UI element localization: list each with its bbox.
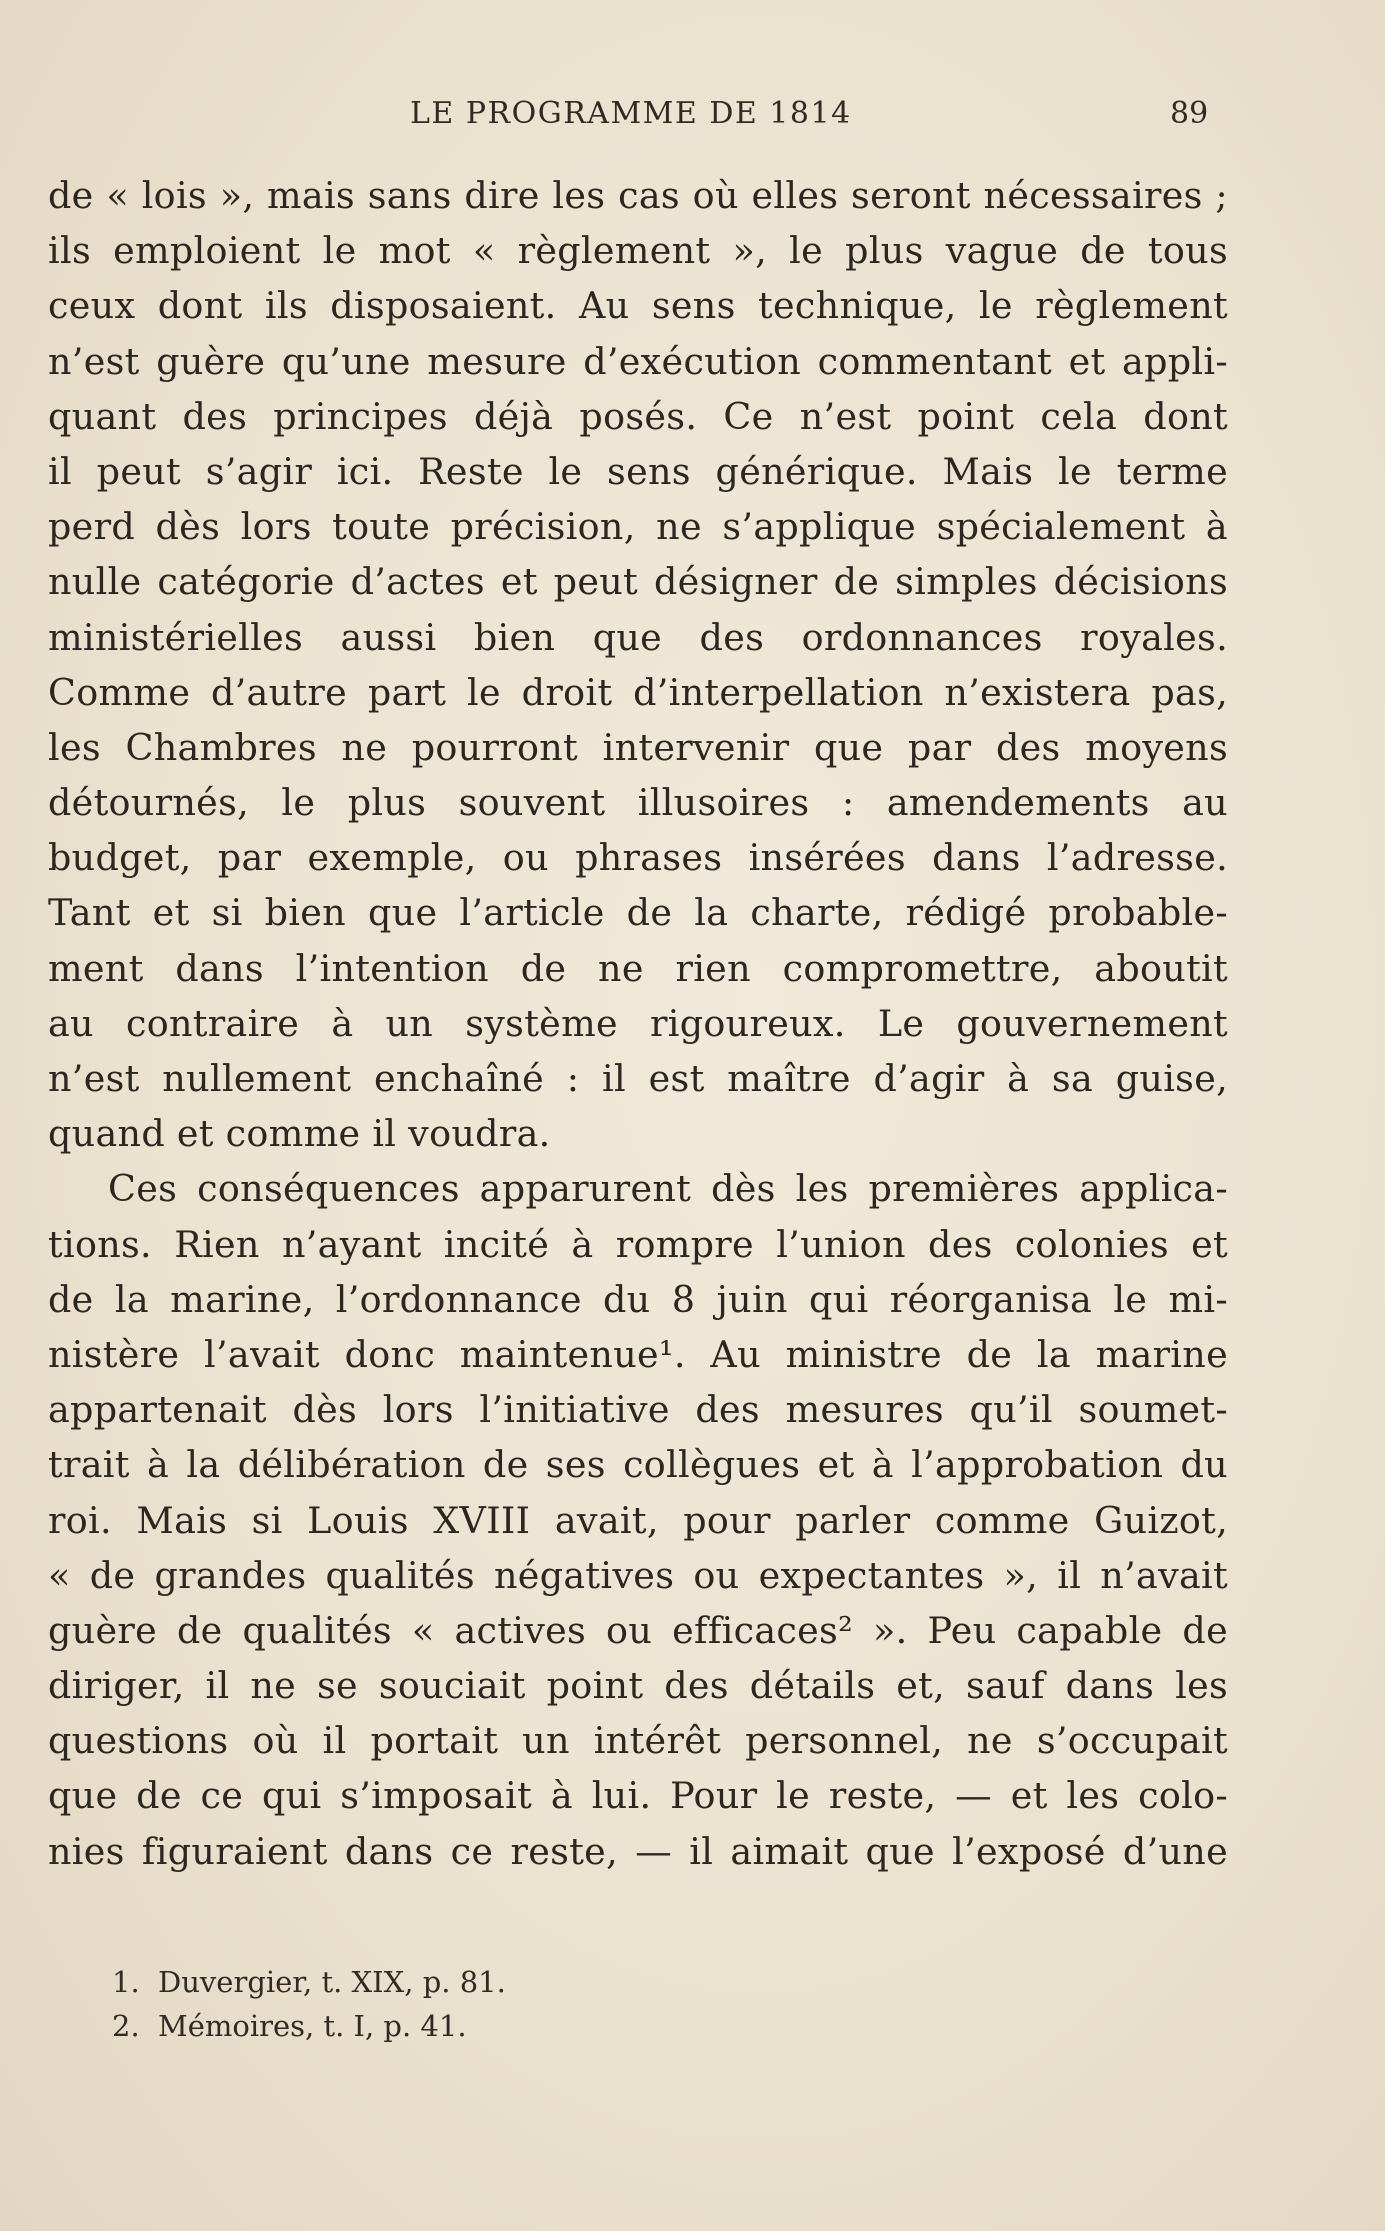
footnote [112,1960,812,2004]
text-line: ment dans l’intention de ne rien compromettre, aboutit [48,946,1228,990]
text-line: budget, par exemple, ou phrases insérées dans l’adresse. [48,836,1228,880]
text-line: Comme d’autre part le droit d’interpellation n’existera pas, [48,670,1228,714]
footnote-text: Mémoires, t. I, p. 41. [158,2009,467,2043]
text-line: ministérielles aussi bien que des ordonnances royales. [48,615,1228,659]
page-number: 89 [1170,96,1209,131]
text-line: quand et comme il voudra. [48,1112,551,1156]
text-line: n’est guère qu’une mesure d’exécution commentant et appli- [48,339,1228,383]
page-header [0,96,1385,140]
text-line: roi. Mais si Louis XVIII avait, pour parler comme Guizot, [48,1498,1228,1542]
text-line: questions où il portait un intérêt personnel, ne s’occupait [48,1719,1228,1763]
footnote [112,2004,812,2048]
text-line: diriger, il ne se souciait point des détails et, sauf dans les [48,1664,1228,1708]
running-title: LE PROGRAMME DE 1814 [410,96,852,131]
footnote-text: Duvergier, t. XIX, p. 81. [158,1965,506,1999]
footnote-number: 1. [112,1965,140,1999]
text-line: tions. Rien n’ayant incité à rompre l’union des colonies et [48,1222,1228,1266]
text-line: les Chambres ne pourront intervenir que par des moyens [48,725,1228,769]
text-line: de « lois », mais sans dire les cas où elles seront nécessaires ; [48,174,1228,217]
text-line: n’est nullement enchaîné : il est maître d’agir à sa guise, [48,1057,1228,1100]
text-line: Tant et si bien que l’article de la charte, rédigé probable- [48,891,1228,935]
text-line: trait à la délibération de ses collègues et à l’approbation du [48,1443,1228,1487]
text-line: au contraire à un système rigoureux. Le gouvernement [48,1001,1228,1045]
text-line: de la marine, l’ordonnance du 8 juin qui réorganisa le mi- [48,1277,1228,1321]
text-line: nistère l’avait donc maintenue¹. Au ministre de la marine [48,1332,1228,1376]
text-line: quant des principes déjà posés. Ce n’est point cela dont [48,394,1228,438]
text-line: perd dès lors toute précision, ne s’applique spécialement à [48,505,1228,549]
text-line: guère de qualités « actives ou efficaces² ». Peu capable de [48,1608,1228,1652]
text-line: ils emploient le mot « règlement », le plus vague de tous [48,229,1228,273]
text-line: il peut s’agir ici. Reste le sens générique. Mais le terme [48,449,1228,493]
text-line: appartenait dès lors l’initiative des mesures qu’il soumet- [48,1388,1228,1432]
body-text [48,168,1228,1879]
text-line: détournés, le plus souvent illusoires : amendements au [48,781,1228,825]
text-line: nulle catégorie d’actes et peut désigner de simples décisions [48,560,1228,604]
text-line: ceux dont ils disposaient. Au sens technique, le règlement [48,284,1228,328]
text-line: nies figuraient dans ce reste, — il aimait que l’exposé d’une [48,1829,1228,1873]
text-line: « de grandes qualités négatives ou expectantes », il n’avait [48,1553,1228,1597]
footnotes [112,1960,812,2048]
footnote-number: 2. [112,2009,140,2043]
text-line: Ces conséquences apparurent dès les premières applica- [108,1167,1228,1211]
text-line: que de ce qui s’imposait à lui. Pour le reste, — et les colo- [48,1774,1228,1818]
